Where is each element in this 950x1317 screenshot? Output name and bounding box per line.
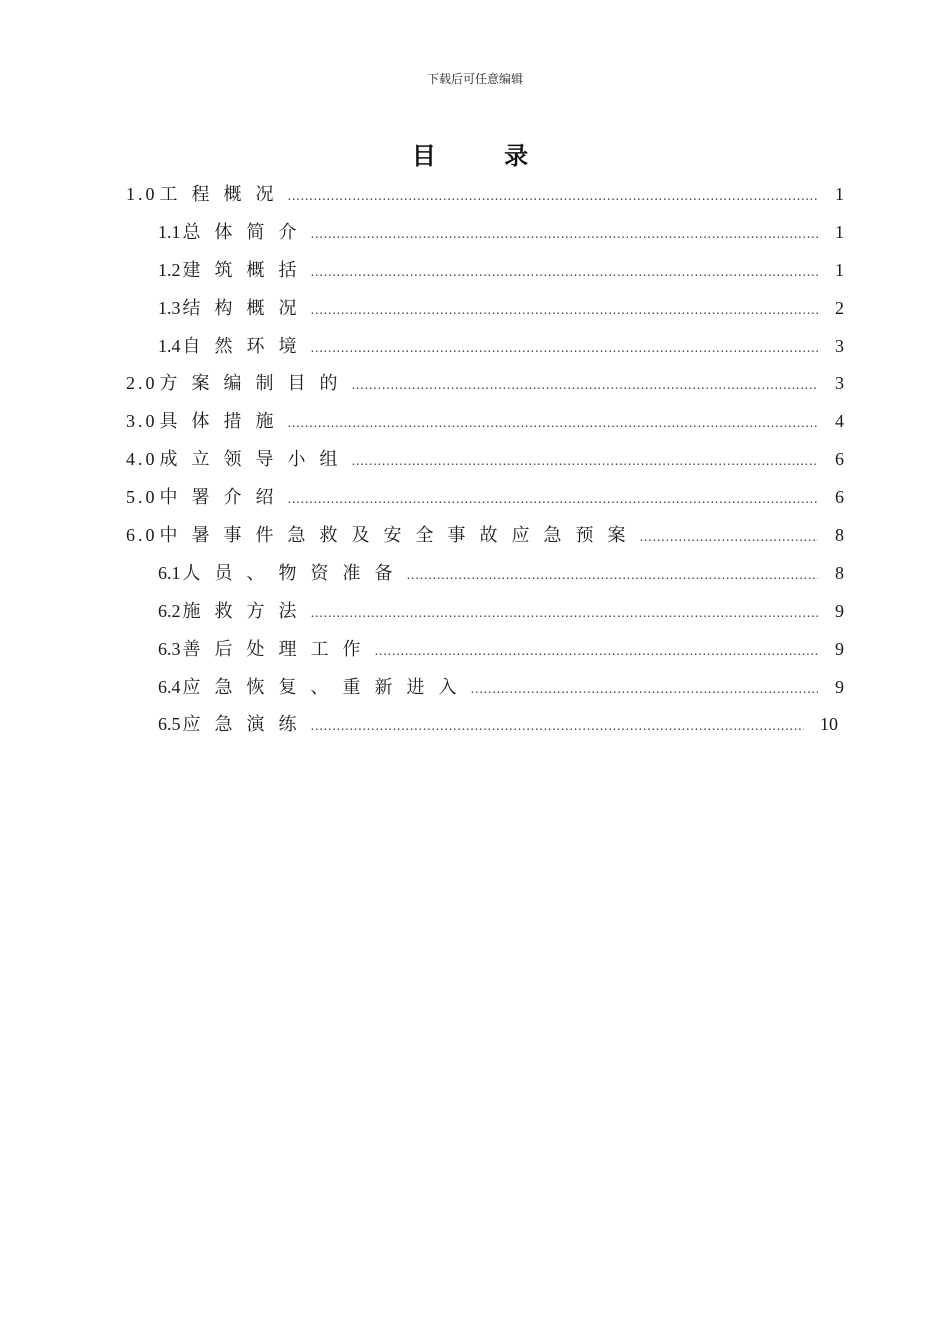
toc-dot-leader [311, 595, 819, 633]
toc-dot-leader [311, 292, 819, 330]
toc-entry-number: 1.1 [158, 221, 181, 242]
toc-entry-number: 4.0 [126, 449, 158, 470]
toc-entry-label: 成立领导小组 [159, 449, 352, 471]
toc-entry-page-number: 2 [835, 297, 844, 318]
toc-entry[interactable] [126, 706, 844, 744]
toc-entry-label: 施救方法 [182, 600, 311, 622]
toc-entry-number: 6.1 [158, 562, 181, 583]
toc-entry[interactable] [126, 403, 844, 441]
toc-entry-label: 应急恢复、重新进入 [182, 676, 471, 698]
toc-entry-page-number: 6 [835, 487, 844, 508]
table-of-contents [126, 176, 844, 744]
toc-entry-label: 建筑概括 [182, 259, 311, 281]
toc-dot-leader [640, 519, 819, 557]
toc-dot-leader [375, 633, 819, 671]
toc-entry-page-number: 8 [835, 562, 844, 583]
toc-entry-page-number: 9 [835, 638, 844, 659]
toc-entry-number: 5.0 [126, 487, 158, 508]
toc-entry[interactable] [126, 441, 844, 479]
toc-entry-page-number: 1 [835, 221, 844, 242]
toc-entry-number: 6.2 [158, 600, 181, 621]
toc-entry-page-number: 9 [835, 600, 844, 621]
toc-entry-page-number: 6 [835, 449, 844, 470]
toc-entry[interactable] [126, 328, 844, 366]
toc-dot-leader [288, 481, 819, 519]
toc-entry-label: 总体简介 [182, 221, 311, 243]
toc-entry[interactable] [126, 290, 844, 328]
toc-entry[interactable] [126, 517, 844, 555]
toc-entry[interactable] [126, 176, 844, 214]
toc-entry[interactable] [126, 593, 844, 631]
toc-entry-label: 具体措施 [159, 411, 288, 433]
toc-entry-page-number: 3 [835, 335, 844, 356]
toc-title: 目 录 [411, 141, 559, 170]
toc-entry-label: 应急演练 [182, 714, 311, 736]
toc-dot-leader [311, 708, 805, 746]
toc-entry-number: 6.0 [126, 525, 158, 546]
header-note: 下载后可任意编辑 [426, 72, 523, 86]
toc-dot-leader [311, 254, 819, 292]
toc-entry-label: 结构概况 [182, 297, 311, 319]
toc-dot-leader [407, 557, 819, 595]
toc-entry-page-number: 8 [835, 525, 844, 546]
toc-entry[interactable] [126, 365, 844, 403]
toc-dot-leader [311, 216, 819, 254]
toc-entry-page-number: 4 [835, 411, 844, 432]
toc-entry-number: 1.3 [158, 297, 181, 318]
toc-entry[interactable] [126, 669, 844, 707]
toc-dot-leader [352, 367, 819, 405]
toc-entry-label: 工程概况 [159, 184, 288, 205]
toc-dot-leader [288, 178, 819, 216]
toc-entry-number: 3.0 [126, 411, 158, 432]
toc-entry-number: 2.0 [126, 373, 158, 394]
toc-dot-leader [311, 330, 819, 368]
toc-dot-leader [471, 671, 819, 709]
toc-entry-number: 6.3 [158, 638, 181, 659]
toc-entry-label: 中署介绍 [159, 487, 288, 509]
toc-entry-page-number: 3 [835, 373, 844, 394]
toc-entry-label: 善后处理工作 [182, 638, 375, 660]
toc-entry-number: 1.0 [126, 184, 158, 204]
toc-dot-leader [288, 405, 819, 443]
toc-entry[interactable] [126, 631, 844, 669]
toc-entry-page-number: 1 [835, 184, 844, 204]
toc-dot-leader [352, 443, 819, 481]
toc-entry-page-number: 9 [835, 676, 844, 697]
toc-entry-label: 方案编制目的 [159, 373, 352, 395]
toc-entry-number: 6.4 [158, 676, 181, 697]
toc-entry-page-number: 10 [820, 714, 838, 735]
toc-entry-label: 自然环境 [182, 335, 311, 357]
toc-entry-label: 中暑事件急救及安全事故应急预案 [159, 525, 640, 547]
toc-entry-page-number: 1 [835, 259, 844, 280]
toc-entry-label: 人员、物资准备 [182, 562, 407, 584]
toc-entry[interactable] [126, 555, 844, 593]
toc-entry[interactable] [126, 214, 844, 252]
toc-entry[interactable] [126, 479, 844, 517]
toc-entry-number: 1.2 [158, 259, 181, 280]
toc-entry-number: 1.4 [158, 335, 181, 356]
toc-entry[interactable] [126, 252, 844, 290]
toc-entry-number: 6.5 [158, 714, 181, 735]
